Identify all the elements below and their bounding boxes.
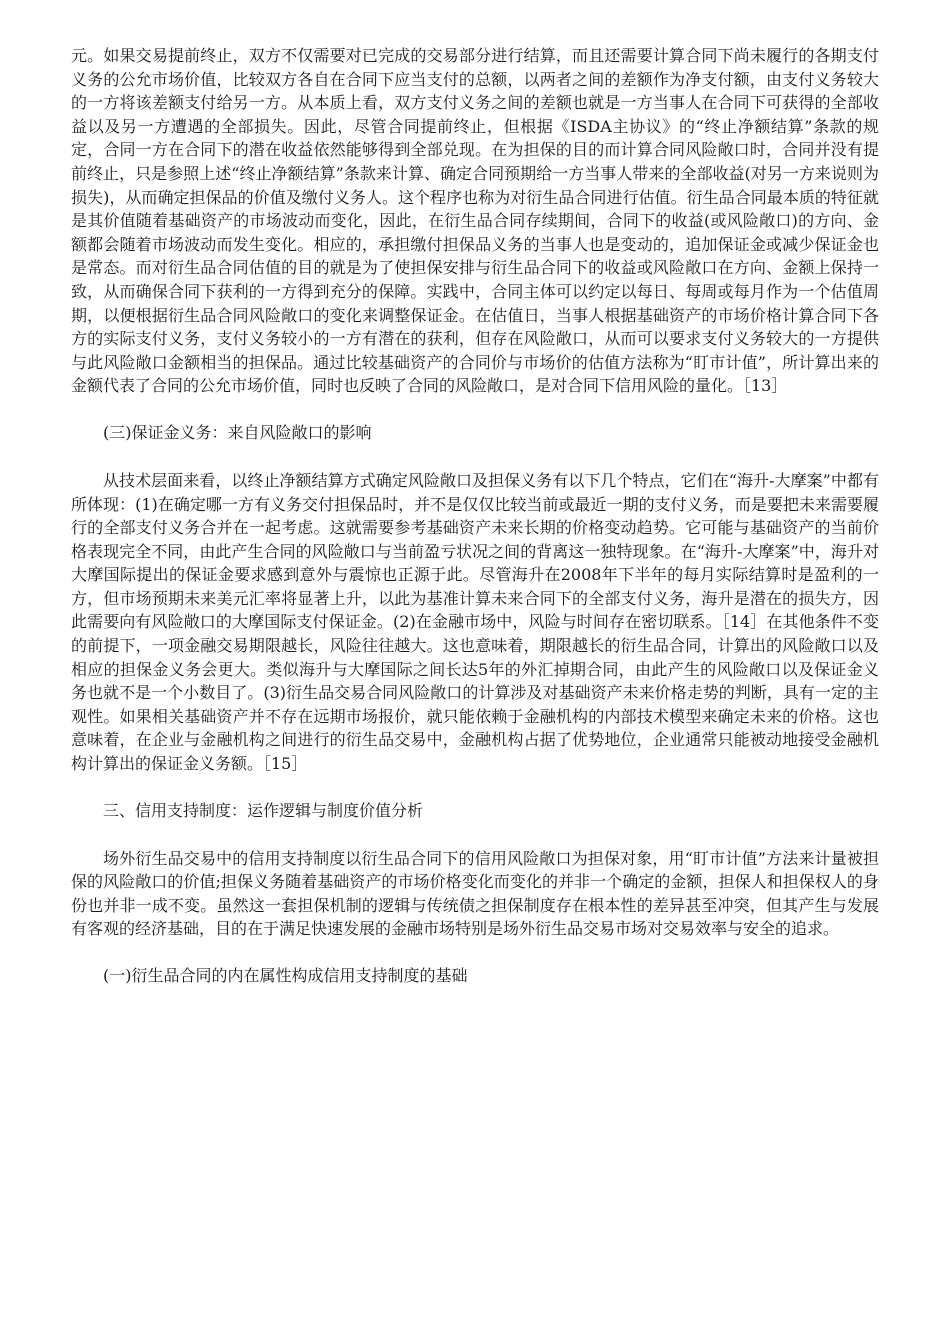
chapter-heading-credit-support: 三、信用支持制度：运作逻辑与制度价值分析 bbox=[103, 800, 424, 820]
spacer bbox=[71, 823, 879, 847]
spacer bbox=[71, 941, 879, 964]
spacer bbox=[71, 398, 879, 421]
body-paragraph-2: 从技术层面来看，以终止净额结算方式确定风险敞口及担保义务有以下几个特点，它们在“海升-大摩案”中都有所体现：(1)在确定哪一方有义务交付担保品时，并不是仅仅比较当前或最近一期的支付义务，而是要把未来需要履行的全部支付义务合并在一起考虑。这就需要参考基础资产未来长期的价格变动趋势。它可能与基础资产的当前价格表现完全不同，由此产生合同的风险敞口与当前盈亏状况之间的背离这一独特现象。在“海升-大摩案”中，海升对大摩国际提出的保证金要求感到意外与震惊也正源于此。尽管海升在2008年下半年的每月实际结算时是盈利的一方，但市场预期未来美元汇率将显著上升，以此为基准计算未来合同下的全部支付义务，海升是潜在的损失方，因此需要向有风险敞口的大摩国际支付保证金。(2)在金融市场中，风险与时间存在密切联系。［14］在其他条件不变的前提下，一项金融交易期限越长，风险往往越大。这也意味着，期限越长的衍生品合同，计算出的风险敞口以及相应的担保金义务会更大。类似海升与大摩国际之间长达5年的外汇掉期合同，由此产生的风险敞口以及保证金义务也就不是一个小数目了。(3)衍生品交易合同风险敞口的计算涉及对基础资产未来价格走势的判断，具有一定的主观性。如果相关基础资产并不存在远期市场报价，就只能依赖于金融机构的内部技术模型来确定未来的价格。这也意味着，在企业与金融机构之间进行的衍生品交易中，金融机构占据了优势地位，企业通常只能被动地接受金融机构计算出的保证金义务额。［15］ bbox=[71, 470, 879, 774]
section-heading-derivative-attributes: (一)衍生品合同的内在属性构成信用支持制度的基础 bbox=[103, 966, 468, 985]
document-page bbox=[71, 44, 879, 988]
spacer bbox=[71, 776, 879, 799]
section-heading-margin-obligation: (三)保证金义务：来自风险敞口的影响 bbox=[103, 422, 372, 442]
spacer bbox=[71, 445, 879, 469]
body-paragraph-1: 元。如果交易提前终止，双方不仅需要对已完成的交易部分进行结算，而且还需要计算合同下尚未履行的各期支付义务的公允市场价值，比较双方各自在合同下应当支付的总额，以两者之间的差额作为净支付额，由支付义务较大的一方将该差额支付给另一方。从本质上看，双方支付义务之间的差额也就是一方当事人在合同下可获得的全部收益以及另一方遭遇的全部损失。因此，尽管合同提前终止，但根据《ISDA主协议》的“终止净额结算”条款的规定，合同一方在合同下的潜在收益依然能够得到全部兑现。在为担保的目的而计算合同风险敞口时，合同并没有提前终止，只是参照上述“终止净额结算”条款来计算、确定合同预期给一方当事人带来的全部收益(对另一方来说则为损失)，从而确定担保品的价值及缴付义务人。这个程序也称为对衍生品合同进行估值。衍生品合同最本质的特征就是其价值随着基础资产的市场波动而变化，因此，在衍生品合同存续期间，合同下的收益(或风险敞口)的方向、金额都会随着市场波动而发生变化。相应的，承担缴付担保品义务的当事人也是变动的，追加保证金或减少保证金也是常态。而对衍生品合同估值的目的就是为了使担保安排与衍生品合同下的收益或风险敞口在方向、金额上保持一致，从而确保合同下获利的一方得到充分的保障。实践中，合同主体可以约定以每日、每周或每月作为一个估值周期，以便根据衍生品合同风险敞口的变化来调整保证金。在估值日，当事人根据基础资产的市场价格计算合同下各方的实际支付义务，支付义务较小的一方有潜在的获利，但存在风险敞口，从而可以要求支付义务较大的一方提供与此风险敞口金额相当的担保品。通过比较基础资产的合同价与市场价的估值方法称为“盯市计值”，所计算出来的金额代表了合同的公允市场价值，同时也反映了合同的风险敞口，是对合同下信用风险的量化。［13］ bbox=[71, 46, 879, 396]
body-paragraph-3: 场外衍生品交易中的信用支持制度以衍生品合同下的信用风险敞口为担保对象，用“盯市计值”方法来计量被担保的风险敞口的价值;担保义务随着基础资产的市场价格变化而变化的并非一个确定的金额，担保人和担保权人的身份也并非一成不变。虽然这一套担保机制的逻辑与传统债之担保制度存在根本性的差异甚至冲突，但其产生与发展有客观的经济基础，目的在于满足快速发展的金融市场特别是场外衍生品交易市场对交易效率与安全的追求。 bbox=[71, 848, 879, 939]
